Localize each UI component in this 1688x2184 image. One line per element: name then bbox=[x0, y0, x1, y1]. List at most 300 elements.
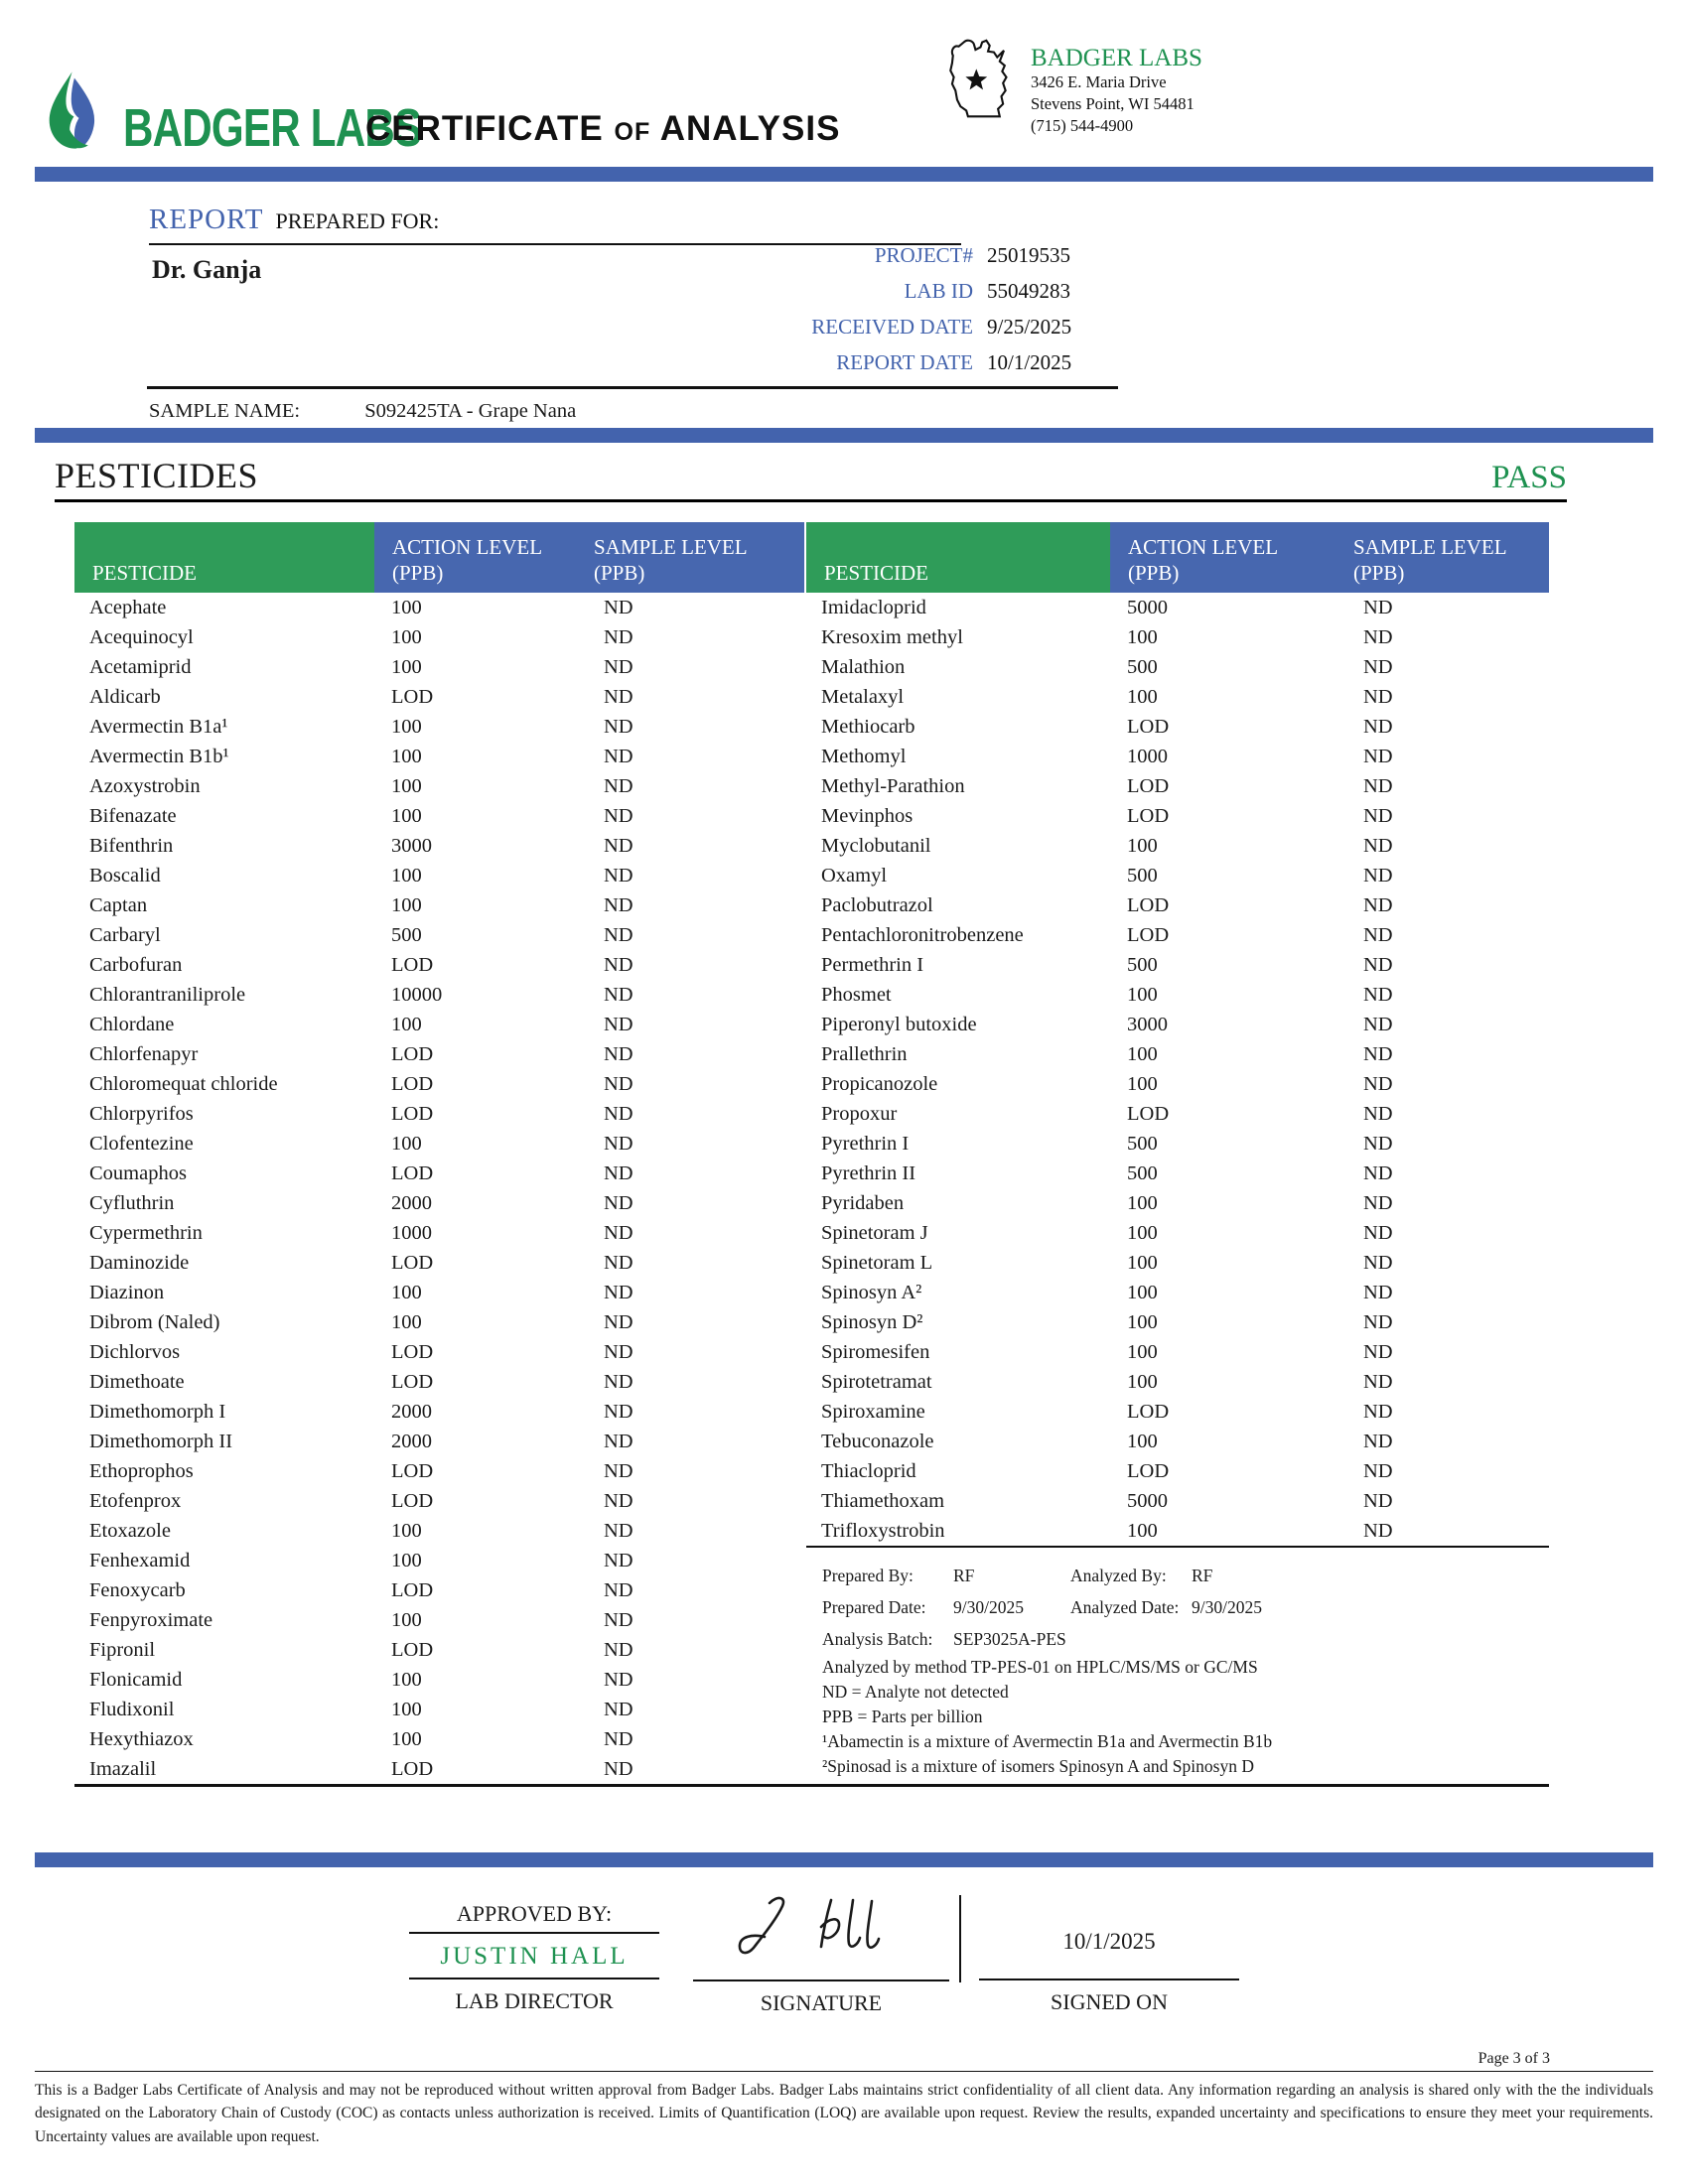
action-level-value: LOD bbox=[391, 1757, 434, 1780]
pesticide-row bbox=[74, 1188, 804, 1218]
abamectin-footnote: ¹Abamectin is a mixture of Avermectin B1a and Avermectin B1b bbox=[822, 1731, 1273, 1751]
sample-level-value: ND bbox=[1363, 923, 1393, 946]
pesticide-row bbox=[74, 1695, 804, 1724]
sample-level-value: ND bbox=[1363, 1489, 1393, 1512]
pesticide-row bbox=[74, 1069, 804, 1099]
pesticide-row bbox=[74, 1367, 804, 1397]
action-level-value: 100 bbox=[391, 864, 422, 887]
sample-level-value: ND bbox=[604, 625, 633, 648]
action-level-value: 500 bbox=[1127, 1132, 1158, 1155]
action-level-value: 500 bbox=[1127, 1161, 1158, 1184]
action-level-value: LOD bbox=[391, 1161, 434, 1184]
pesticide-name: Clofentezine bbox=[89, 1132, 194, 1155]
section-title: PESTICIDES bbox=[55, 456, 259, 495]
pesticide-row bbox=[806, 682, 1549, 712]
sample-level-value: ND bbox=[604, 1608, 633, 1631]
client-name: Dr. Ganja bbox=[152, 255, 262, 284]
action-level-value: 500 bbox=[1127, 655, 1158, 678]
pesticide-row bbox=[806, 1307, 1549, 1337]
sample-level-value: ND bbox=[1363, 1132, 1393, 1155]
ppb-unit-label: (PPB) bbox=[392, 560, 444, 585]
action-level-value: 3000 bbox=[1127, 1013, 1168, 1035]
pesticide-name: Prallethrin bbox=[821, 1042, 908, 1065]
pesticide-name: Chlorpyrifos bbox=[89, 1102, 194, 1125]
action-level-value: LOD bbox=[391, 1578, 434, 1601]
pesticide-name: Spinosyn A² bbox=[821, 1281, 922, 1303]
pesticide-row bbox=[806, 1010, 1549, 1039]
pesticide-row bbox=[74, 593, 804, 622]
pesticide-row bbox=[74, 1635, 804, 1665]
pesticide-name: Carbofuran bbox=[89, 953, 183, 976]
pesticide-name: Kresoxim methyl bbox=[821, 625, 963, 648]
sample-level-value: ND bbox=[604, 685, 633, 708]
report-date-value: 10/1/2025 bbox=[987, 350, 1072, 374]
action-level-value: LOD bbox=[391, 1251, 434, 1274]
sample-level-value: ND bbox=[1363, 864, 1393, 887]
sample-level-value: ND bbox=[604, 1578, 633, 1601]
sample-level-value: ND bbox=[1363, 893, 1393, 916]
pesticide-name: Avermectin B1a¹ bbox=[89, 715, 228, 738]
pesticide-row bbox=[806, 861, 1549, 890]
action-level-value: LOD bbox=[391, 1102, 434, 1125]
sample-level-value: ND bbox=[604, 893, 633, 916]
action-level-value: LOD bbox=[391, 953, 434, 976]
disclaimer-text: This is a Badger Labs Certificate of Analysis and may not be reproduced without written approval from Badger Labs. Badger Labs maintains strict confidentiality of all client data. Any information regarding an analysis is shared only with the the individuals designated on the Laboratory Chain of Custody (COC) as contacts unless authorization is received. Limits of Quantification (LOQ) are available upon request. Review the results, expanded uncertainty and specifications to ensure they meet your requirements. Uncertainty values are available upon request. bbox=[35, 2071, 1653, 2148]
pesticide-name: Captan bbox=[89, 893, 148, 916]
pesticide-row bbox=[74, 1456, 804, 1486]
sample-level-value: ND bbox=[1363, 983, 1393, 1006]
received-date-label: RECEIVED DATE bbox=[811, 315, 973, 339]
pesticide-header-label: PESTICIDE bbox=[824, 560, 928, 585]
pesticides-table-left bbox=[74, 522, 804, 1784]
pesticide-header-label: PESTICIDE bbox=[92, 560, 197, 585]
sample-level-value: ND bbox=[1363, 834, 1393, 857]
analysis-batch-label: Analysis Batch: bbox=[822, 1629, 933, 1649]
pesticide-name: Spiroxamine bbox=[821, 1400, 925, 1423]
action-level-value: LOD bbox=[391, 1459, 434, 1482]
divider-bar-bottom bbox=[35, 1852, 1653, 1867]
pesticide-row bbox=[806, 1039, 1549, 1069]
pesticide-row bbox=[74, 1665, 804, 1695]
pesticide-name: Spirotetramat bbox=[821, 1370, 932, 1393]
report-info-section bbox=[0, 182, 1688, 428]
prepared-analyzed-date-row bbox=[822, 1591, 1549, 1623]
sample-level-value: ND bbox=[604, 655, 633, 678]
action-level-header-label: ACTION LEVEL bbox=[392, 534, 543, 559]
footer bbox=[35, 2050, 1653, 2148]
signed-date: 10/1/2025 bbox=[979, 1887, 1239, 1980]
sample-level-value: ND bbox=[604, 774, 633, 797]
sample-level-value: ND bbox=[1363, 625, 1393, 648]
action-level-value: 2000 bbox=[391, 1430, 432, 1452]
pesticide-row bbox=[74, 861, 804, 890]
handwritten-signature bbox=[712, 1887, 930, 1977]
sample-level-value: ND bbox=[1363, 1191, 1393, 1214]
action-level-value: 3000 bbox=[391, 834, 432, 857]
action-level-value: 100 bbox=[391, 1013, 422, 1035]
sample-level-value: ND bbox=[604, 1638, 633, 1661]
sample-level-value: ND bbox=[604, 1221, 633, 1244]
pesticide-row bbox=[806, 1188, 1549, 1218]
action-level-value: LOD bbox=[1127, 1400, 1170, 1423]
prepared-date-label: Prepared Date: bbox=[822, 1597, 926, 1617]
prepared-date-value: 9/30/2025 bbox=[953, 1597, 1024, 1617]
sample-level-value: ND bbox=[604, 804, 633, 827]
pesticide-name: Chlorantraniliprole bbox=[89, 983, 246, 1006]
sample-level-value: ND bbox=[1363, 804, 1393, 827]
sample-level-value: ND bbox=[604, 953, 633, 976]
pesticide-name: Propoxur bbox=[821, 1102, 898, 1125]
signature-line bbox=[693, 1887, 949, 1981]
pesticide-row bbox=[74, 1427, 804, 1456]
pesticide-row bbox=[806, 1218, 1549, 1248]
sample-level-value: ND bbox=[604, 1132, 633, 1155]
pesticide-row bbox=[74, 771, 804, 801]
sample-level-value: ND bbox=[1363, 596, 1393, 618]
sample-level-value: ND bbox=[604, 745, 633, 767]
action-level-value: 100 bbox=[1127, 1430, 1158, 1452]
pesticide-row bbox=[806, 771, 1549, 801]
action-level-value: 5000 bbox=[1127, 1489, 1168, 1512]
analyzed-by-value: RF bbox=[1192, 1566, 1213, 1585]
pesticide-row bbox=[806, 1099, 1549, 1129]
report-fields bbox=[695, 237, 1071, 380]
prepared-analyzed-by-row bbox=[822, 1560, 1549, 1591]
ppb-unit-label: (PPB) bbox=[1128, 560, 1180, 585]
pesticide-name: Ethoprophos bbox=[89, 1459, 194, 1482]
pesticide-row bbox=[74, 1039, 804, 1069]
sample-level-value: ND bbox=[604, 864, 633, 887]
action-level-value: 100 bbox=[1127, 1251, 1158, 1274]
pesticide-name: Spiromesifen bbox=[821, 1340, 930, 1363]
pesticide-name: Daminozide bbox=[89, 1251, 190, 1274]
sample-level-value: ND bbox=[1363, 655, 1393, 678]
sample-level-value: ND bbox=[604, 1757, 633, 1780]
field-row-received-date bbox=[695, 309, 1071, 344]
pesticide-row bbox=[806, 801, 1549, 831]
sample-level-value: ND bbox=[1363, 1400, 1393, 1423]
pesticide-name: Dimethomorph I bbox=[89, 1400, 226, 1423]
sample-level-value: ND bbox=[604, 1072, 633, 1095]
action-level-value: 500 bbox=[1127, 864, 1158, 887]
pesticide-row bbox=[806, 920, 1549, 950]
sample-level-value: ND bbox=[1363, 715, 1393, 738]
pesticide-row bbox=[74, 1754, 804, 1784]
action-level-value: LOD bbox=[391, 1072, 434, 1095]
col-header-action-level bbox=[374, 522, 576, 593]
pesticide-name: Paclobutrazol bbox=[821, 893, 933, 916]
ppb-unit-label: (PPB) bbox=[1353, 560, 1405, 585]
pesticide-row bbox=[806, 980, 1549, 1010]
pesticide-row bbox=[74, 622, 804, 652]
action-level-value: 100 bbox=[391, 1727, 422, 1750]
pesticide-name: Thiamethoxam bbox=[821, 1489, 945, 1512]
table-header-row bbox=[74, 522, 804, 593]
report-date-label: REPORT DATE bbox=[836, 350, 973, 374]
action-level-value: 100 bbox=[391, 625, 422, 648]
col-header-sample-level bbox=[1336, 522, 1549, 593]
pesticide-row bbox=[74, 1397, 804, 1427]
pesticide-row bbox=[806, 1427, 1549, 1456]
sample-level-value: ND bbox=[1363, 774, 1393, 797]
col-header-action-level bbox=[1110, 522, 1336, 593]
sample-level-value: ND bbox=[604, 1400, 633, 1423]
pesticide-name: Chlordane bbox=[89, 1013, 175, 1035]
action-level-header-label: ACTION LEVEL bbox=[1128, 534, 1279, 559]
vertical-divider bbox=[959, 1895, 961, 1982]
pesticide-row bbox=[74, 1010, 804, 1039]
action-level-value: 100 bbox=[391, 774, 422, 797]
pesticide-name: Imidacloprid bbox=[821, 596, 926, 618]
sample-level-value: ND bbox=[604, 1340, 633, 1363]
analysis-notes bbox=[806, 1548, 1549, 1779]
pesticide-name: Avermectin B1b¹ bbox=[89, 745, 229, 767]
col-header-sample-level bbox=[576, 522, 804, 593]
pesticide-name: Permethrin I bbox=[821, 953, 924, 976]
lab-director-role: LAB DIRECTOR bbox=[455, 1988, 614, 2013]
pesticide-row bbox=[74, 1575, 804, 1605]
action-level-value: 100 bbox=[391, 1310, 422, 1333]
sample-level-header-label: SAMPLE LEVEL bbox=[594, 534, 748, 559]
approved-by-block bbox=[409, 1901, 659, 2014]
sample-level-value: ND bbox=[1363, 745, 1393, 767]
pesticide-row bbox=[806, 1367, 1549, 1397]
pesticide-row bbox=[74, 801, 804, 831]
action-level-value: LOD bbox=[1127, 1459, 1170, 1482]
pesticide-row bbox=[806, 1397, 1549, 1427]
ppb-unit-label: (PPB) bbox=[594, 560, 645, 585]
method-note: Analyzed by method TP-PES-01 on HPLC/MS/MS or GC/MS bbox=[822, 1657, 1258, 1677]
lab-name: BADGER LABS bbox=[1031, 45, 1202, 71]
action-level-value: 100 bbox=[1127, 1281, 1158, 1303]
pesticide-row bbox=[74, 1337, 804, 1367]
labid-label: LAB ID bbox=[904, 279, 973, 303]
spinosad-footnote: ²Spinosad is a mixture of isomers Spinosyn A and Spinosyn D bbox=[822, 1756, 1254, 1776]
pesticides-section-header bbox=[55, 455, 1567, 502]
pesticide-name: Fludixonil bbox=[89, 1698, 175, 1720]
pesticide-name: Aldicarb bbox=[89, 685, 161, 708]
pesticide-name: Fenhexamid bbox=[89, 1549, 191, 1571]
sample-level-value: ND bbox=[1363, 1370, 1393, 1393]
action-level-value: 100 bbox=[391, 1698, 422, 1720]
pesticide-name: Azoxystrobin bbox=[89, 774, 201, 797]
action-level-value: 100 bbox=[1127, 834, 1158, 857]
pesticide-name: Chlorfenapyr bbox=[89, 1042, 199, 1065]
sample-level-value: ND bbox=[1363, 1459, 1393, 1482]
pesticide-row bbox=[74, 920, 804, 950]
sample-level-value: ND bbox=[1363, 1072, 1393, 1095]
horizontal-rule bbox=[147, 386, 1118, 389]
pesticide-row bbox=[74, 890, 804, 920]
pesticide-row bbox=[74, 1605, 804, 1635]
pass-status-badge: PASS bbox=[1491, 460, 1567, 495]
sample-name-row bbox=[149, 400, 576, 423]
pesticide-row bbox=[74, 1159, 804, 1188]
pesticide-name: Carbaryl bbox=[89, 923, 161, 946]
sample-level-value: ND bbox=[604, 1549, 633, 1571]
sample-level-value: ND bbox=[1336, 1516, 1549, 1547]
pesticide-name: Oxamyl bbox=[821, 864, 888, 887]
pesticide-row bbox=[74, 1307, 804, 1337]
prepared-by-value: RF bbox=[953, 1566, 975, 1585]
pesticide-name: Dichlorvos bbox=[89, 1340, 181, 1363]
pesticide-name: Pyridaben bbox=[821, 1191, 905, 1214]
pesticide-name: Spinetoram L bbox=[821, 1251, 933, 1274]
sample-level-header-label: SAMPLE LEVEL bbox=[1353, 534, 1507, 559]
sample-level-value: ND bbox=[1363, 953, 1393, 976]
action-level-value: 100 bbox=[1127, 625, 1158, 648]
prepared-for-label: PREPARED FOR: bbox=[275, 208, 440, 233]
action-level-value: LOD bbox=[1127, 715, 1170, 738]
action-level-value: LOD bbox=[391, 1638, 434, 1661]
analysis-batch-row bbox=[822, 1623, 1549, 1655]
pesticide-name: Pyrethrin II bbox=[821, 1161, 916, 1184]
pesticide-name: Bifenazate bbox=[89, 804, 177, 827]
action-level-value: 100 bbox=[1127, 1042, 1158, 1065]
pesticide-row bbox=[806, 950, 1549, 980]
header bbox=[0, 0, 1688, 167]
pesticide-name: Phosmet bbox=[821, 983, 892, 1006]
action-level-value: 5000 bbox=[1127, 596, 1168, 618]
title-part-1: CERTIFICATE bbox=[365, 109, 604, 148]
pesticide-row bbox=[806, 712, 1549, 742]
pesticide-row bbox=[806, 1486, 1549, 1516]
pesticide-row bbox=[806, 593, 1549, 622]
pesticide-name: Piperonyl butoxide bbox=[821, 1013, 977, 1035]
pesticide-name: Fipronil bbox=[89, 1638, 156, 1661]
col-header-pesticide bbox=[74, 522, 374, 593]
sample-level-value: ND bbox=[604, 1489, 633, 1512]
action-level-value: LOD bbox=[1127, 774, 1170, 797]
pesticide-row bbox=[806, 1337, 1549, 1367]
sample-level-value: ND bbox=[1363, 1281, 1393, 1303]
pesticide-name: Trifloxystrobin bbox=[806, 1516, 1110, 1547]
action-level-value: 500 bbox=[391, 923, 422, 946]
action-level-value: 1000 bbox=[1127, 745, 1168, 767]
pesticide-name: Methyl-Parathion bbox=[821, 774, 965, 797]
sample-level-value: ND bbox=[604, 596, 633, 618]
sample-level-value: ND bbox=[604, 983, 633, 1006]
pesticide-name: Pentachloronitrobenzene bbox=[821, 923, 1024, 946]
leaf-drop-icon bbox=[42, 69, 113, 153]
table-header-row bbox=[806, 522, 1549, 593]
pesticide-row bbox=[74, 1516, 804, 1546]
sample-level-value: ND bbox=[604, 1370, 633, 1393]
pesticide-name: Boscalid bbox=[89, 864, 161, 887]
pesticide-name: Spinosyn D² bbox=[821, 1310, 923, 1333]
action-level-value: 100 bbox=[1127, 1340, 1158, 1363]
pesticide-row bbox=[74, 712, 804, 742]
pesticide-row bbox=[74, 1248, 804, 1278]
report-word: REPORT bbox=[149, 204, 264, 235]
action-level-value: 100 bbox=[1127, 1310, 1158, 1333]
sample-level-value: ND bbox=[604, 1310, 633, 1333]
sample-level-value: ND bbox=[604, 1281, 633, 1303]
action-level-value: 100 bbox=[1127, 1221, 1158, 1244]
brand-name: BADGER LABS bbox=[123, 98, 422, 159]
lab-address-line1: 3426 E. Maria Drive bbox=[1031, 72, 1167, 92]
pesticide-name: Malathion bbox=[821, 655, 906, 678]
pesticide-row bbox=[806, 652, 1549, 682]
pesticide-name: Mevinphos bbox=[821, 804, 914, 827]
action-level-value: 100 bbox=[391, 1549, 422, 1571]
pesticide-name: Acetamiprid bbox=[89, 655, 192, 678]
action-level-value: 100 bbox=[391, 1608, 422, 1631]
field-row-report-date bbox=[695, 344, 1071, 380]
sample-level-value: ND bbox=[604, 1251, 633, 1274]
action-level-value: 100 bbox=[391, 655, 422, 678]
pesticide-row bbox=[806, 1516, 1549, 1547]
pesticide-name: Metalaxyl bbox=[821, 685, 905, 708]
sample-level-value: ND bbox=[1363, 1161, 1393, 1184]
sample-level-value: ND bbox=[604, 1191, 633, 1214]
pesticides-tables bbox=[74, 522, 1549, 1787]
action-level-value: 100 bbox=[391, 1132, 422, 1155]
sample-level-value: ND bbox=[604, 1102, 633, 1125]
pesticide-row bbox=[806, 742, 1549, 771]
action-level-value: 2000 bbox=[391, 1400, 432, 1423]
pesticide-name: Acequinocyl bbox=[89, 625, 194, 648]
pesticide-row bbox=[806, 1129, 1549, 1159]
pesticide-name: Tebuconazole bbox=[821, 1430, 934, 1452]
pesticide-name: Cyfluthrin bbox=[89, 1191, 175, 1214]
lab-address-line2: Stevens Point, WI 54481 bbox=[1031, 94, 1195, 114]
approved-by-label: APPROVED BY: bbox=[409, 1901, 659, 1934]
pesticide-row bbox=[74, 1099, 804, 1129]
sample-level-value: ND bbox=[604, 1727, 633, 1750]
pesticide-name: Fenoxycarb bbox=[89, 1578, 186, 1601]
pesticide-row bbox=[806, 1069, 1549, 1099]
action-level-value: LOD bbox=[391, 1340, 434, 1363]
action-level-value: 100 bbox=[391, 596, 422, 618]
nd-definition-note: ND = Analyte not detected bbox=[822, 1682, 1009, 1702]
sample-level-value: ND bbox=[604, 1519, 633, 1542]
pesticide-name: Fenpyroximate bbox=[89, 1608, 213, 1631]
pesticide-name: Acephate bbox=[89, 596, 167, 618]
pesticides-table-right bbox=[806, 522, 1549, 1548]
sample-name-value: S092425TA - Grape Nana bbox=[364, 400, 577, 422]
sample-level-value: ND bbox=[1363, 1430, 1393, 1452]
pesticide-name: Dimethomorph II bbox=[89, 1430, 233, 1452]
action-level-value: 500 bbox=[1127, 953, 1158, 976]
page-number: Page 3 of 3 bbox=[1477, 2050, 1550, 2067]
pesticide-row bbox=[806, 1456, 1549, 1486]
pesticide-row bbox=[74, 1218, 804, 1248]
action-level-value: LOD bbox=[1127, 893, 1170, 916]
action-level-value: 2000 bbox=[391, 1191, 432, 1214]
pesticide-name: Diazinon bbox=[89, 1281, 165, 1303]
pesticide-row bbox=[74, 682, 804, 712]
action-level-value: LOD bbox=[391, 1489, 434, 1512]
action-level-value: LOD bbox=[1127, 1102, 1170, 1125]
pesticide-row bbox=[74, 652, 804, 682]
pesticide-name: Dibrom (Naled) bbox=[89, 1310, 220, 1333]
project-value: 25019535 bbox=[987, 243, 1070, 267]
pesticide-row bbox=[806, 1159, 1549, 1188]
pesticide-row bbox=[74, 831, 804, 861]
lab-phone: (715) 544-4900 bbox=[1031, 115, 1134, 135]
action-level-value: 100 bbox=[391, 804, 422, 827]
action-level-value: LOD bbox=[1127, 923, 1170, 946]
action-level-value: 100 bbox=[1127, 1370, 1158, 1393]
sample-level-value: ND bbox=[604, 1013, 633, 1035]
signed-on-block bbox=[979, 1887, 1239, 2015]
pesticide-row bbox=[74, 1278, 804, 1307]
sample-level-value: ND bbox=[1363, 685, 1393, 708]
sample-level-value: ND bbox=[1363, 1042, 1393, 1065]
action-level-value: LOD bbox=[391, 685, 434, 708]
action-level-value: 100 bbox=[391, 1519, 422, 1542]
